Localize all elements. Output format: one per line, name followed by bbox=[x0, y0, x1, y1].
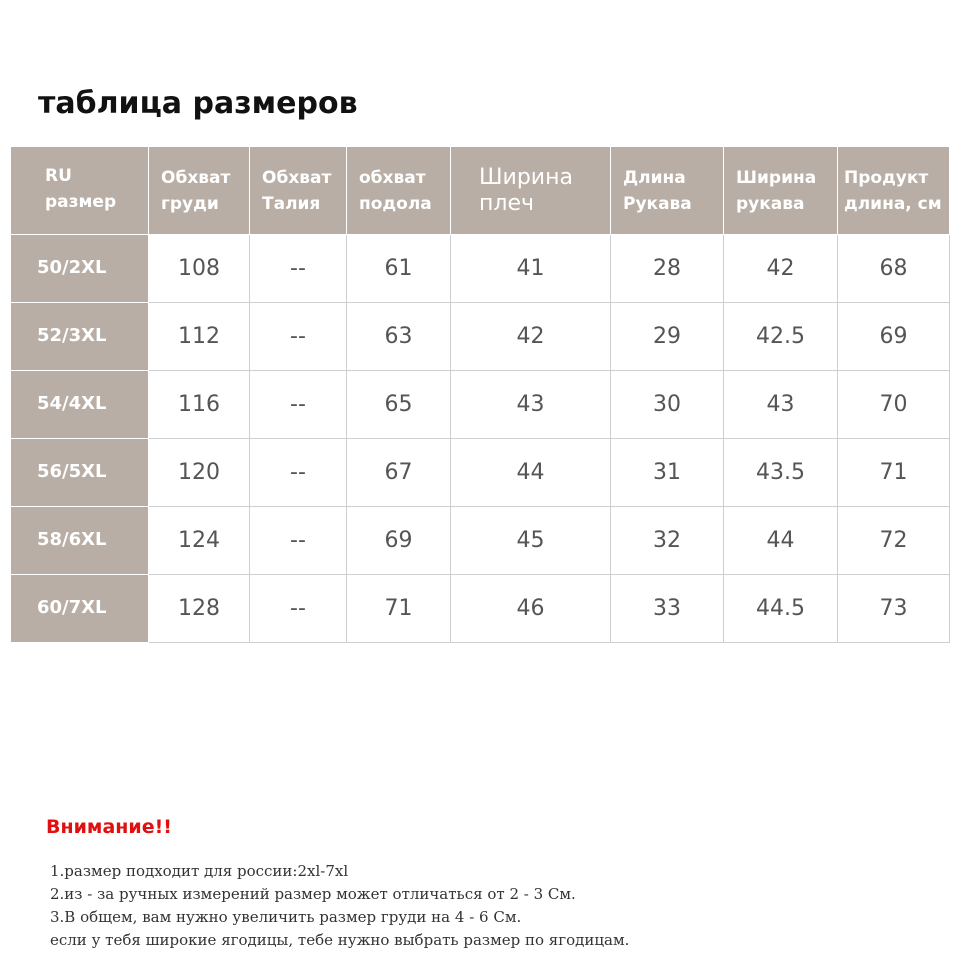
table-cell: 128 bbox=[149, 575, 250, 643]
table-cell: -- bbox=[250, 303, 347, 371]
header-line-2: Рукава bbox=[623, 193, 692, 214]
table-cell: 43.5 bbox=[724, 439, 838, 507]
table-cell: 44.5 bbox=[724, 575, 838, 643]
table-cell: -- bbox=[250, 371, 347, 439]
table-cell: 44 bbox=[451, 439, 611, 507]
table-cell: -- bbox=[250, 439, 347, 507]
header-hem bbox=[347, 147, 451, 235]
header-line-1: Ширина bbox=[736, 167, 817, 188]
table-cell: 45 bbox=[451, 507, 611, 575]
table-row bbox=[11, 371, 950, 439]
table-cell: 29 bbox=[611, 303, 724, 371]
table-cell: 73 bbox=[838, 575, 950, 643]
header-line-1: RU bbox=[45, 166, 72, 186]
table-cell: 46 bbox=[451, 575, 611, 643]
table-cell: 71 bbox=[838, 439, 950, 507]
size-label: 50/2XL bbox=[11, 235, 149, 303]
header-line-1: Обхват bbox=[262, 167, 332, 188]
size-label: 52/3XL bbox=[11, 303, 149, 371]
header-line-1: обхват bbox=[359, 167, 426, 188]
header-line-2: размер bbox=[45, 192, 117, 212]
header-line-1: Обхват bbox=[161, 167, 231, 188]
table-cell: 41 bbox=[451, 235, 611, 303]
table-cell: 30 bbox=[611, 371, 724, 439]
table-cell: 112 bbox=[149, 303, 250, 371]
table-cell: 31 bbox=[611, 439, 724, 507]
table-cell: -- bbox=[250, 575, 347, 643]
header-line-2: рукава bbox=[736, 193, 805, 214]
table-cell: 72 bbox=[838, 507, 950, 575]
header-line-2: длина, см bbox=[844, 193, 942, 214]
table-cell: 69 bbox=[347, 507, 451, 575]
header-shoulder-width bbox=[451, 147, 611, 235]
table-cell: 108 bbox=[149, 235, 250, 303]
table-cell: 43 bbox=[724, 371, 838, 439]
note-line: 2.из - за ручных измерений размер может отличаться от 2 - 3 См. bbox=[50, 885, 576, 903]
size-label: 56/5XL bbox=[11, 439, 149, 507]
table-row bbox=[11, 303, 950, 371]
table-cell: 63 bbox=[347, 303, 451, 371]
header-ru-size bbox=[11, 147, 149, 235]
header-chest bbox=[149, 147, 250, 235]
note-line: 1.размер подходит для россии:2xl-7xl bbox=[50, 862, 349, 880]
notes-block bbox=[50, 860, 629, 952]
note-line: если у тебя широкие ягодицы, тебе нужно выбрать размер по ягодицам. bbox=[50, 931, 630, 949]
notice-title: Внимание!! bbox=[46, 816, 172, 838]
table-cell: 116 bbox=[149, 371, 250, 439]
page-title: таблица размеров bbox=[38, 86, 358, 121]
table-cell: 71 bbox=[347, 575, 451, 643]
table-row bbox=[11, 439, 950, 507]
size-table bbox=[10, 146, 950, 643]
table-cell: 120 bbox=[149, 439, 250, 507]
table-cell: 32 bbox=[611, 507, 724, 575]
header-line-2: подола bbox=[359, 193, 432, 214]
header-product-length bbox=[838, 147, 950, 235]
table-cell: 33 bbox=[611, 575, 724, 643]
header-line-1: Продукт bbox=[844, 167, 929, 188]
table-cell: 42 bbox=[724, 235, 838, 303]
table-row bbox=[11, 507, 950, 575]
table-cell: 124 bbox=[149, 507, 250, 575]
table-cell: 42.5 bbox=[724, 303, 838, 371]
header-line-1: Ширина bbox=[479, 164, 573, 190]
size-label: 60/7XL bbox=[11, 575, 149, 643]
table-row bbox=[11, 235, 950, 303]
table-cell: 67 bbox=[347, 439, 451, 507]
table-cell: -- bbox=[250, 507, 347, 575]
header-sleeve-width bbox=[724, 147, 838, 235]
header-line-1: Длина bbox=[623, 167, 686, 188]
table-cell: -- bbox=[250, 235, 347, 303]
table-cell: 70 bbox=[838, 371, 950, 439]
table-cell: 68 bbox=[838, 235, 950, 303]
header-sleeve-length bbox=[611, 147, 724, 235]
table-cell: 42 bbox=[451, 303, 611, 371]
table-cell: 65 bbox=[347, 371, 451, 439]
table-cell: 44 bbox=[724, 507, 838, 575]
table-cell: 61 bbox=[347, 235, 451, 303]
table-cell: 69 bbox=[838, 303, 950, 371]
header-waist bbox=[250, 147, 347, 235]
table-row bbox=[11, 575, 950, 643]
header-line-2: Талия bbox=[262, 193, 321, 214]
header-line-2: плеч bbox=[479, 190, 534, 216]
table-cell: 28 bbox=[611, 235, 724, 303]
note-line: 3.В общем, вам нужно увеличить размер груди на 4 - 6 См. bbox=[50, 908, 522, 926]
size-label: 58/6XL bbox=[11, 507, 149, 575]
table-body bbox=[11, 235, 950, 643]
size-label: 54/4XL bbox=[11, 371, 149, 439]
table-cell: 43 bbox=[451, 371, 611, 439]
table-header-row bbox=[11, 147, 950, 235]
header-line-2: груди bbox=[161, 193, 219, 214]
